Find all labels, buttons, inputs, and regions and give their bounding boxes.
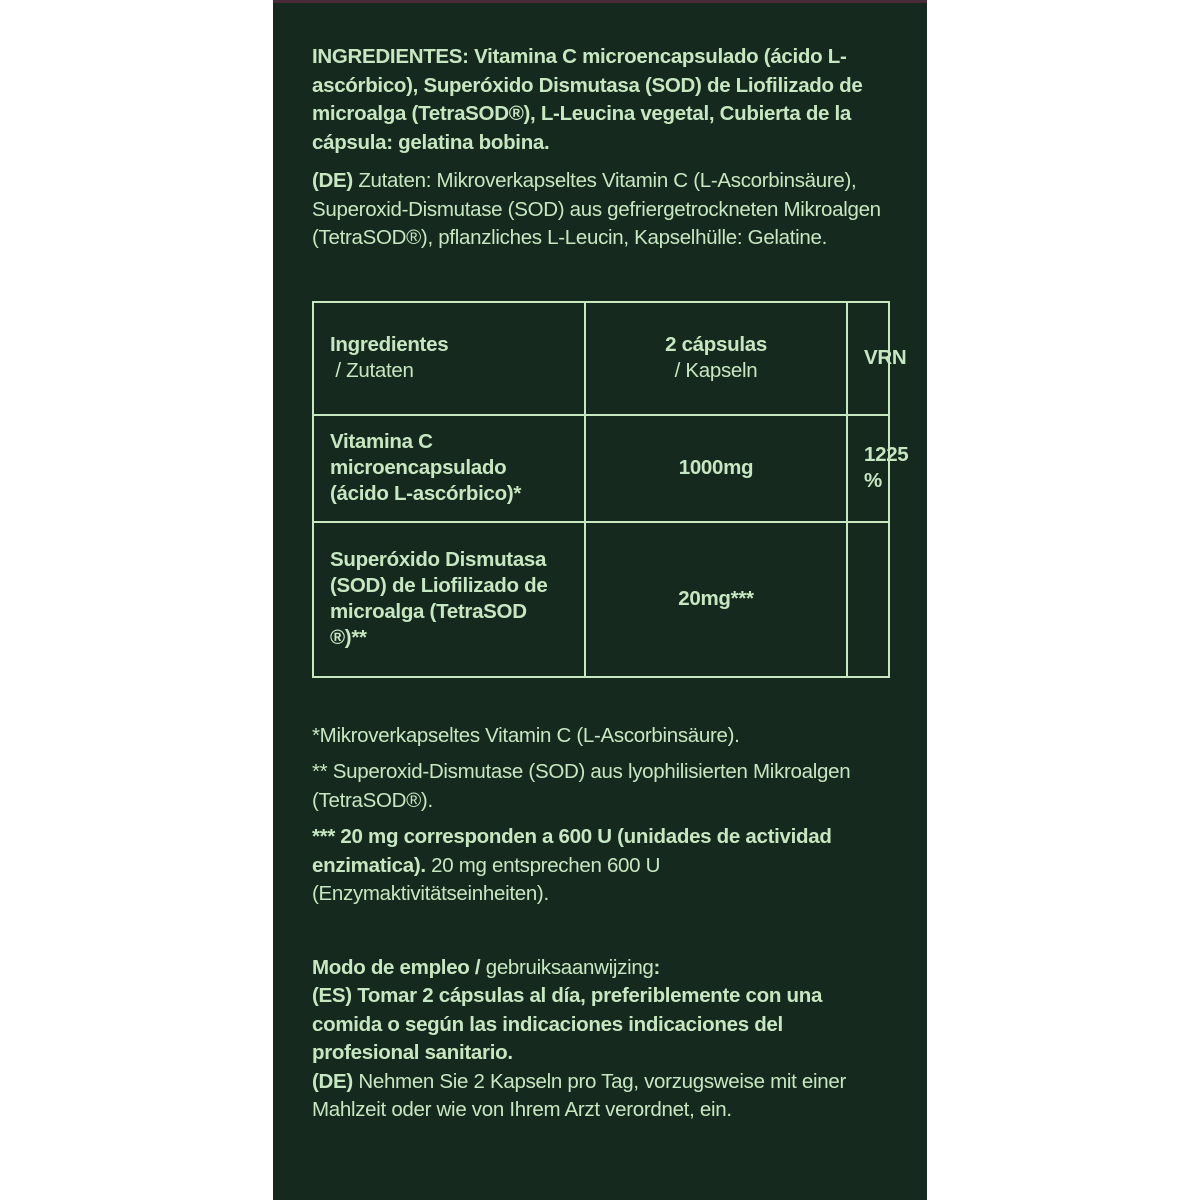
ingredients-de-label: (DE) xyxy=(312,169,353,192)
ingredients-es xyxy=(312,43,890,157)
usage-title-es: Modo de empleo / xyxy=(312,955,481,979)
ingredients-es-text: Vitamina C microencapsulado (ácido L-ascórbico), Superóxido Dismutasa (SOD) de Liofilizado de microalga (TetraSOD®), L-Leucina vegetal, Cubierta de la cápsula: gelatina bobina. xyxy=(312,45,863,154)
footnote-sod: ** Superoxid-Dismutase (SOD) aus lyophilisierten Mikroalgen (TetraSOD®). xyxy=(312,760,851,812)
header-capsules-es: 2 cápsulas xyxy=(665,333,767,356)
usage-de xyxy=(312,1068,890,1125)
footnote-vitamin-c: *Mikroverkapseltes Vitamin C (L-Ascorbinsäure). xyxy=(312,723,740,747)
label-panel xyxy=(273,0,927,1200)
table-header-row xyxy=(313,302,889,415)
ingredients-de-text: Zutaten: Mikroverkapseltes Vitamin C (L-Ascorbinsäure), Superoxid-Dismutase (SOD) aus gefriergetrockneten Mikroalgen (TetraSOD®), pflanzliches L-Leucin, Kapselhülle: Gelatine. xyxy=(312,169,881,249)
usage-title xyxy=(312,954,890,983)
table-row xyxy=(313,415,889,522)
footnote-units-es: *** 20 mg corresponden a 600 U (unidades de actividad enzimatica). xyxy=(312,825,832,877)
label-content xyxy=(312,40,909,1125)
footnote-units xyxy=(312,823,890,909)
footnote-units-de: 20 mg entsprechen 600 U (Enzymaktivitätseinheiten). xyxy=(312,853,661,905)
usage-de-label: (DE) xyxy=(312,1069,353,1093)
row-amount: 20mg*** xyxy=(585,522,847,677)
header-ingredients xyxy=(313,302,585,415)
header-ingredients-de: / Zutaten xyxy=(330,359,414,382)
header-capsules-de: / Kapseln xyxy=(674,359,758,382)
ingredients-de xyxy=(312,167,890,253)
header-vrn: VRN xyxy=(847,302,889,415)
top-edge-stripe xyxy=(273,0,927,3)
usage-de-text: Nehmen Sie 2 Kapseln pro Tag, vorzugsweise mit einer Mahlzeit oder wie von Ihrem Arzt verordnet, ein. xyxy=(312,1069,847,1121)
table-row xyxy=(313,522,889,677)
usage-title-nl: gebruiksaanwijzing xyxy=(480,955,654,979)
row-amount: 1000mg xyxy=(585,415,847,522)
header-capsules xyxy=(585,302,847,415)
row-ingredient-name: Vitamina C microencapsulado (ácido L-ascórbico)* xyxy=(313,415,585,522)
usage-title-colon: : xyxy=(653,955,661,979)
usage-es: (ES) Tomar 2 cápsulas al día, preferiblemente con una comida o según las indicaciones indicaciones del profesional sanitario. xyxy=(312,984,823,1064)
header-ingredients-es: Ingredientes xyxy=(330,333,449,356)
row-vrn xyxy=(847,522,889,677)
row-vrn: 1225 % xyxy=(847,415,889,522)
ingredients-es-label: INGREDIENTES: xyxy=(312,45,469,68)
row-ingredient-name: Superóxido Dismutasa (SOD) de Liofilizado de microalga (TetraSOD ®)** xyxy=(313,522,585,677)
nutrition-table xyxy=(312,301,909,678)
